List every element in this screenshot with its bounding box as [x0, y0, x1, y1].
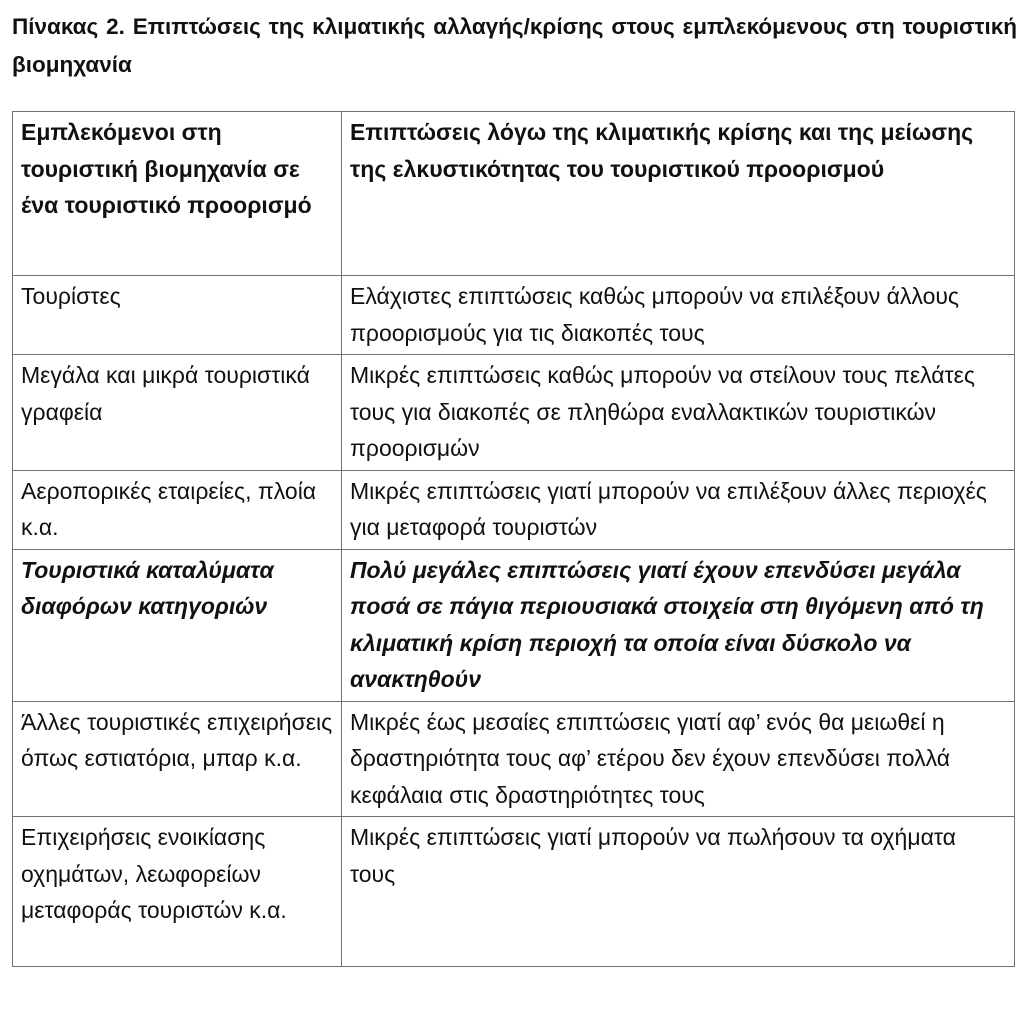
table-row — [13, 470, 1015, 549]
table-row-emphasized — [13, 549, 1015, 701]
impact-cell: Ελάχιστες επιπτώσεις καθώς μπορούν να επιλέξουν άλλους προορισμούς για τις διακοπές τους — [342, 276, 1015, 355]
table-row — [13, 276, 1015, 355]
stakeholder-cell: Αεροπορικές εταιρείες, πλοία κ.α. — [13, 470, 342, 549]
stakeholder-cell: Άλλες τουριστικές επιχειρήσεις όπως εστιατόρια, μπαρ κ.α. — [13, 701, 342, 817]
impact-cell: Μικρές επιπτώσεις γιατί μπορούν να επιλέξουν άλλες περιοχές για μεταφορά τουριστών — [342, 470, 1015, 549]
stakeholder-cell: Τουρίστες — [13, 276, 342, 355]
table-header-row — [13, 112, 1015, 276]
table-row — [13, 355, 1015, 471]
table-row — [13, 817, 1015, 967]
table-caption: Πίνακας 2. Επιπτώσεις της κλιματικής αλλαγής/κρίσης στους εμπλεκόμενους στη τουριστική βιομηχανία — [12, 14, 1017, 77]
stakeholder-cell: Επιχειρήσεις ενοικίασης οχημάτων, λεωφορείων μεταφοράς τουριστών κ.α. — [13, 817, 342, 967]
stakeholder-cell: Μεγάλα και μικρά τουριστικά γραφεία — [13, 355, 342, 471]
impact-table — [12, 111, 1015, 967]
header-stakeholders: Εμπλεκόμενοι στη τουριστική βιομηχανία σε ένα τουριστικό προορισμό — [13, 112, 342, 276]
stakeholder-cell: Τουριστικά καταλύματα διαφόρων κατηγοριών — [13, 549, 342, 701]
header-impacts: Επιπτώσεις λόγω της κλιματικής κρίσης και της μείωσης της ελκυστικότητας του τουριστικού προορισμού — [342, 112, 1015, 276]
impact-cell: Πολύ μεγάλες επιπτώσεις γιατί έχουν επενδύσει μεγάλα ποσά σε πάγια περιουσιακά στοιχεία στη θιγόμενη από τη κλιματική κρίση περιοχή τα οποία είναι δύσκολο να ανακτηθούν — [342, 549, 1015, 701]
impact-cell: Μικρές επιπτώσεις καθώς μπορούν να στείλουν τους πελάτες τους για διακοπές σε πληθώρα εναλλακτικών τουριστικών προορισμών — [342, 355, 1015, 471]
table-row — [13, 701, 1015, 817]
impact-cell: Μικρές επιπτώσεις γιατί μπορούν να πωλήσουν τα οχήματα τους — [342, 817, 1015, 967]
impact-cell: Μικρές έως μεσαίες επιπτώσεις γιατί αφ’ ενός θα μειωθεί η δραστηριότητα τους αφ’ ετέρου δεν έχουν επενδύσει πολλά κεφάλαια στις δραστηριότητες τους — [342, 701, 1015, 817]
